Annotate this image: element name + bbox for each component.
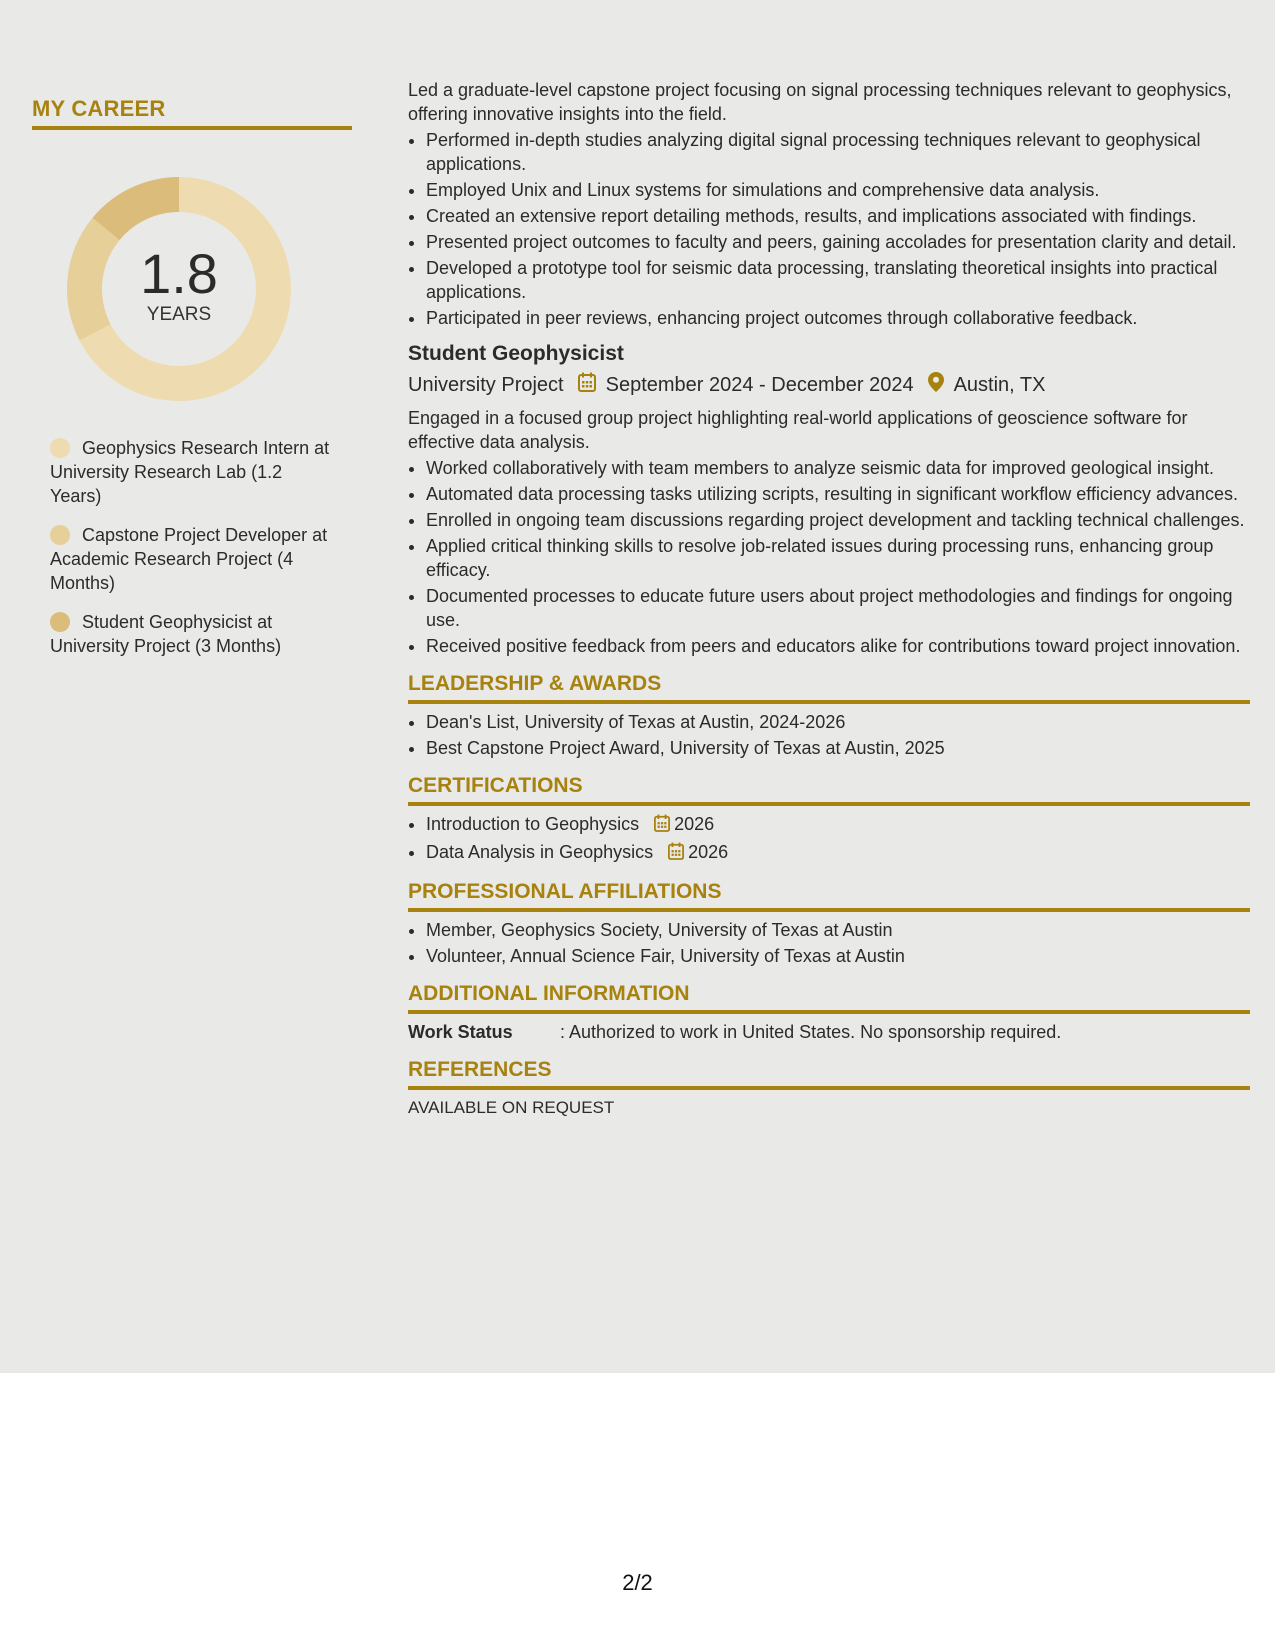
- certifications-list: [408, 812, 1250, 866]
- affiliations-list: [408, 918, 1250, 968]
- leadership-list: [408, 710, 1250, 760]
- legend-dot: [50, 525, 70, 545]
- legend-dot: [50, 612, 70, 632]
- project-bullets: [408, 128, 1250, 330]
- career-legend: [50, 436, 335, 673]
- affiliations-title: PROFESSIONAL AFFILIATIONS: [408, 880, 1250, 912]
- legend-label: Capstone Project Developer at Academic Research Project (4 Months): [50, 525, 328, 593]
- list-item: • Worked collaboratively with team members to analyze seismic data for improved geological insight.: [426, 456, 1250, 480]
- total-years-unit: YEARS: [146, 304, 212, 325]
- certification-name: Introduction to Geophysics: [426, 814, 640, 834]
- job-dates: September 2024 - December 2024: [605, 374, 914, 396]
- legend-item: [50, 610, 335, 658]
- list-item: • Developed a prototype tool for seismic data processing, translating theoretical insights into practical applications.: [426, 256, 1250, 304]
- certification-year: 2026: [688, 842, 729, 862]
- list-item: • Best Capstone Project Award, University of Texas at Austin, 2025: [426, 736, 1250, 760]
- list-item: • Volunteer, Annual Science Fair, University of Texas at Austin: [426, 944, 1250, 968]
- list-item: • Documented processes to educate future users about project methodologies and findings for ongoing use.: [426, 584, 1250, 632]
- project-intro: Led a graduate-level capstone project focusing on signal processing techniques relevant to geophysics, offering innovative insights into the field.: [408, 80, 1232, 124]
- job-location: Austin, TX: [953, 374, 1046, 396]
- job-meta: [408, 372, 1250, 398]
- leadership-title: LEADERSHIP & AWARDS: [408, 672, 1250, 704]
- legend-item: [50, 523, 335, 595]
- certifications-title: CERTIFICATIONS: [408, 774, 1250, 806]
- legend-item: [50, 436, 335, 508]
- list-item: • Created an extensive report detailing methods, results, and implications associated with findings.: [426, 204, 1250, 228]
- list-item: • Enrolled in ongoing team discussions regarding project development and tackling technical challenges.: [426, 508, 1250, 532]
- calendar-icon: [654, 814, 670, 838]
- list-item: • Dean's List, University of Texas at Austin, 2024-2026: [426, 710, 1250, 734]
- list-item: [426, 812, 1250, 838]
- certification-name: Data Analysis in Geophysics: [426, 842, 654, 862]
- calendar-icon: [578, 372, 596, 398]
- certification-year: 2026: [674, 814, 715, 834]
- legend-dot: [50, 438, 70, 458]
- work-status-value: : Authorized to work in United States. No sponsorship required.: [560, 1022, 1062, 1042]
- donut-center: [66, 176, 292, 402]
- work-status-label: Work Status: [408, 1022, 513, 1042]
- career-title: MY CAREER: [32, 96, 352, 130]
- references-title: REFERENCES: [408, 1058, 1250, 1090]
- job-summary: Engaged in a focused group project highlighting real-world applications of geoscience software for effective data analysis.: [408, 408, 1188, 452]
- legend-label: Student Geophysicist at University Project (3 Months): [50, 612, 282, 656]
- legend-label: Geophysics Research Intern at University Research Lab (1.2 Years): [50, 438, 330, 506]
- additional-info-title: ADDITIONAL INFORMATION: [408, 982, 1250, 1014]
- job-title: Student Geophysicist: [408, 342, 624, 365]
- list-item: • Participated in peer reviews, enhancing project outcomes through collaborative feedback.: [426, 306, 1250, 330]
- list-item: • Presented project outcomes to faculty and peers, gaining accolades for presentation clarity and detail.: [426, 230, 1250, 254]
- job-bullets: [408, 456, 1250, 658]
- career-donut-chart: [66, 176, 292, 402]
- list-item: • Member, Geophysics Society, University of Texas at Austin: [426, 918, 1250, 942]
- page-number: 2/2: [622, 1570, 653, 1595]
- list-item: • Received positive feedback from peers and educators alike for contributions toward project innovation.: [426, 634, 1250, 658]
- list-item: • Performed in-depth studies analyzing digital signal processing techniques relevant to geophysical applications.: [426, 128, 1250, 176]
- list-item: • Applied critical thinking skills to resolve job-related issues during processing runs, enhancing group efficacy.: [426, 534, 1250, 582]
- main-content: [408, 78, 1250, 1120]
- career-section: [32, 96, 352, 130]
- list-item: • Employed Unix and Linux systems for simulations and comprehensive data analysis.: [426, 178, 1250, 202]
- calendar-icon: [668, 842, 684, 866]
- list-item: • Automated data processing tasks utilizing scripts, resulting in significant workflow efficiency advances.: [426, 482, 1250, 506]
- total-years-value: 1.8: [140, 242, 218, 305]
- list-item: [426, 840, 1250, 866]
- references-text: AVAILABLE ON REQUEST: [408, 1098, 615, 1117]
- job-org: University Project: [408, 374, 564, 396]
- work-status-row: [408, 1020, 1250, 1044]
- location-pin-icon: [928, 372, 944, 398]
